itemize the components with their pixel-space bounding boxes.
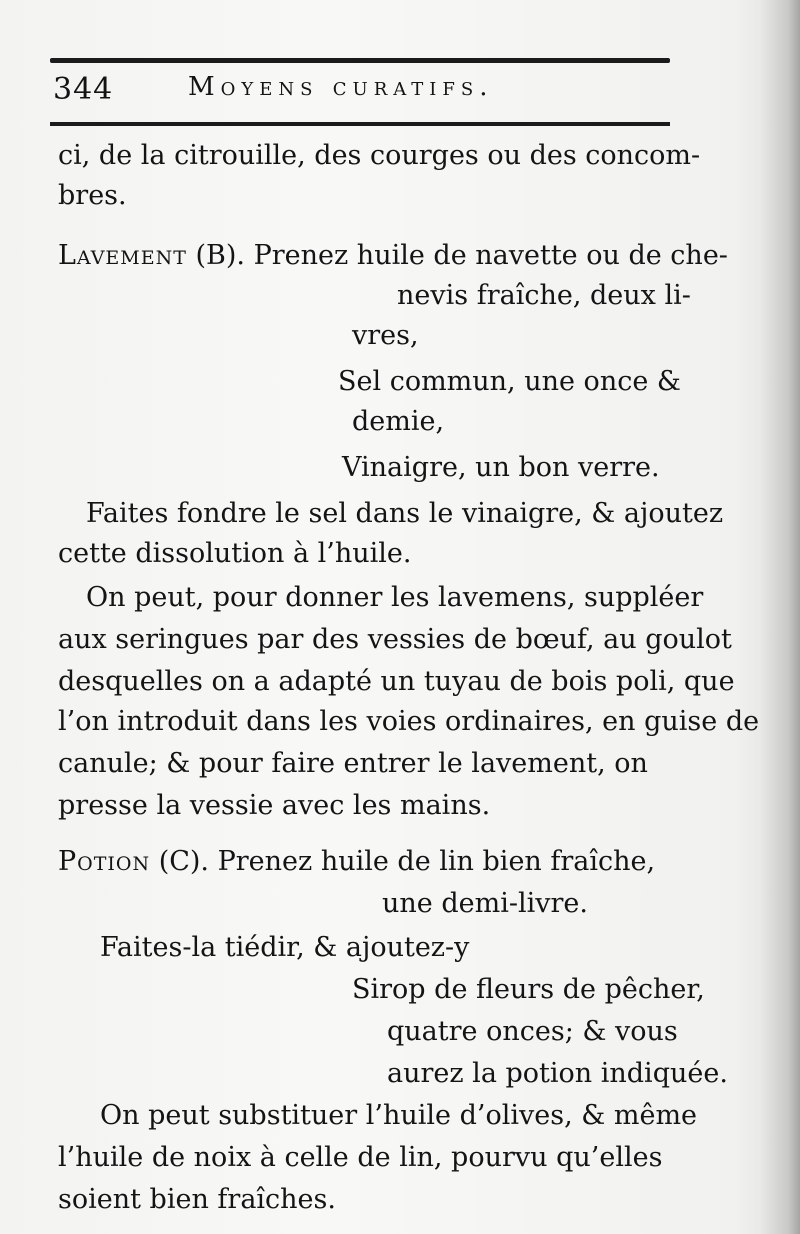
text-line: Sirop de fleurs de pêcher, [352,974,705,1005]
text-line: Faites fondre le sel dans le vinaigre, & ajoutez [86,498,724,529]
text-line: l’on introduit dans les voies ordinaires, en guise de [58,706,760,737]
text-line: soient bien fraîches. [58,1184,336,1215]
text-line: ci, de la citrouille, des courges ou des concom- [58,140,701,171]
text-line: l’huile de noix à celle de lin, pourvu qu’elles [58,1142,663,1173]
text-line: On peut, pour donner les lavemens, suppléer [86,582,704,613]
text-line: vres, [352,320,419,351]
text-line: (C). Prenez huile de lin bien fraîche, [150,846,656,877]
text-line: On peut substituer l’huile d’olives, & même [100,1100,698,1131]
text-line: Sel commun, une once & [338,366,681,397]
recipe-heading-lavement [58,236,728,276]
text-line: Vinaigre, un bon verre. [342,452,660,483]
text-line: (B). Prenez huile de navette ou de che- [186,240,728,271]
text-line: cette dissolution à l’huile. [58,538,412,569]
recipe-title: Lavement [58,240,187,271]
text-line: bres. [58,180,127,211]
text-line: aux seringues par des vessies de bœuf, au goulot [58,624,732,655]
recipe-title: Potion [58,846,151,877]
text-line: aurez la potion indiquée. [387,1058,728,1089]
recipe-heading-potion [58,842,655,882]
text-line: demie, [352,406,445,437]
text-line: desquelles on a adapté un tuyau de bois poli, que [58,666,735,697]
text-line: quatre onces; & vous [387,1016,678,1047]
text-line: presse la vessie avec les mains. [58,790,491,821]
text-line: canule; & pour faire entrer le lavement, on [58,748,648,779]
text-line: nevis fraîche, deux li- [397,280,691,311]
running-title: Moyens curatifs. [188,72,494,102]
text-line: une demi-livre. [382,888,588,919]
page-number: 344 [53,72,114,107]
text-line: Faites-la tiédir, & ajoutez-y [100,932,470,963]
